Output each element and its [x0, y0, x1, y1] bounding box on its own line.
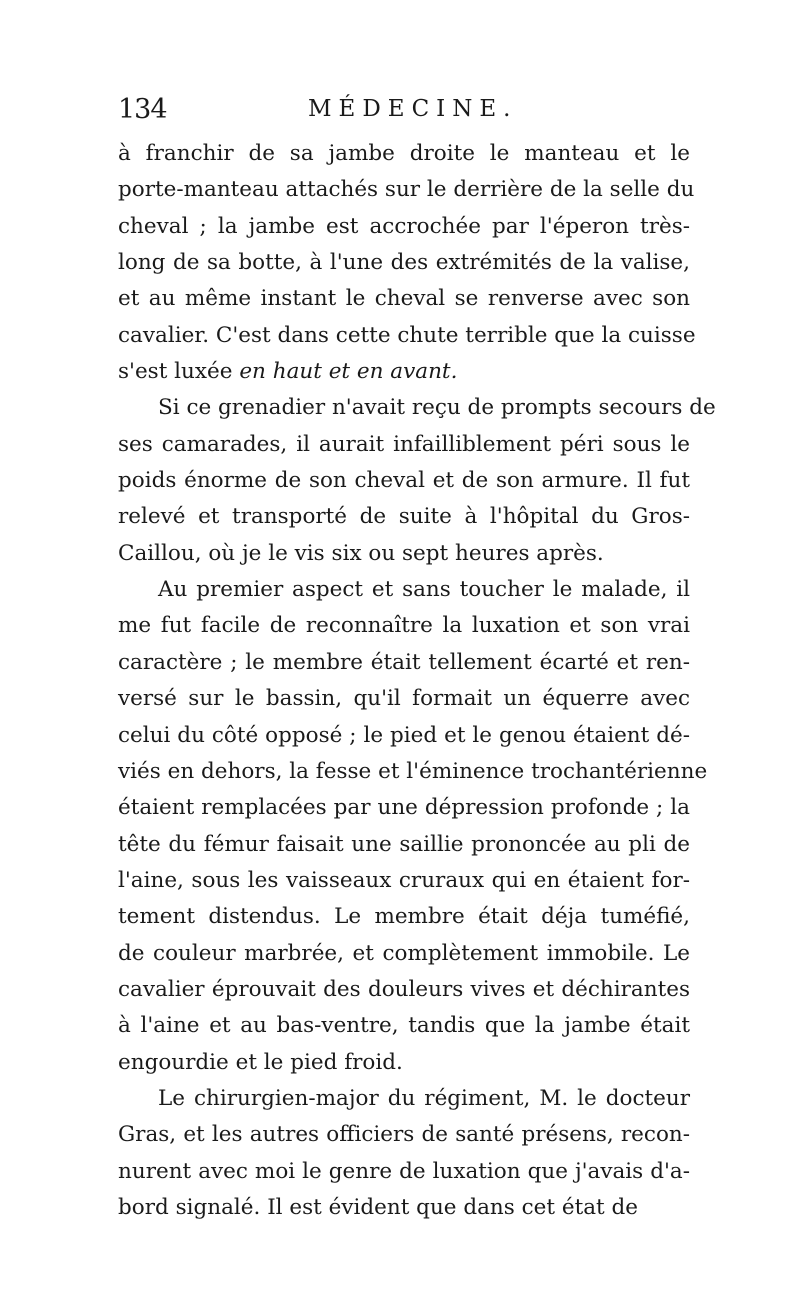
- line-text: engourdie et le pied froid.: [118, 1049, 403, 1075]
- line-text: poids énorme de son cheval et de son armure. Il fut: [118, 468, 690, 494]
- line-text: Caillou, où je le vis six ou sept heures après.: [118, 540, 604, 566]
- line-text: Au premier aspect et sans toucher le malade, il: [158, 577, 690, 603]
- text-line: [118, 536, 690, 572]
- text-line: [118, 572, 690, 608]
- line-text: étaient remplacées par une dépression profonde ; la: [118, 795, 690, 821]
- line-text: à l'aine et au bas-ventre, tandis que la jambe était: [118, 1013, 690, 1039]
- text-line: [118, 499, 690, 535]
- line-text: viés en dehors, la fesse et l'éminence trochantérienne: [118, 758, 708, 784]
- line-text: relevé et transporté de suite à l'hôpital du Gros-: [118, 504, 690, 530]
- text-line: [118, 936, 690, 972]
- text-line: [118, 827, 690, 863]
- text-line: [118, 463, 690, 499]
- line-text: cavalier éprouvait des douleurs vives et déchirantes: [118, 976, 690, 1002]
- line-text: tement distendus. Le membre était déja tuméfié,: [118, 904, 690, 930]
- text-line: [118, 136, 690, 172]
- text-line: [118, 1154, 690, 1190]
- line-text: Le chirurgien-major du régiment, M. le docteur: [158, 1085, 690, 1111]
- running-head: MÉDECINE.: [308, 96, 518, 122]
- line-text: cheval ; la jambe est accrochée par l'éperon très-: [118, 213, 690, 239]
- text-line: [118, 645, 690, 681]
- text-line: [118, 1008, 690, 1044]
- text-line: [118, 718, 690, 754]
- line-text: celui du côté opposé ; le pied et le genou étaient dé-: [118, 722, 690, 748]
- line-text: porte-manteau attachés sur le derrière de la selle du: [118, 177, 695, 203]
- body-text: [118, 136, 716, 1226]
- line-text: ses camarades, il aurait infailliblement péri sous le: [118, 431, 690, 457]
- text-line: [118, 1081, 690, 1117]
- text-line: [118, 1190, 690, 1226]
- line-text: et au même instant le cheval se renverse avec son: [118, 286, 690, 312]
- line-text: tête du fémur faisait une saillie prononcée au pli de: [118, 831, 690, 857]
- line-text: nurent avec moi le genre de luxation que j'avais d'a-: [118, 1158, 690, 1184]
- text-line: [118, 863, 690, 899]
- line-text: bord signalé. Il est évident que dans cet état de: [118, 1194, 639, 1220]
- line-text: long de sa botte, à l'une des extrémités de la valise,: [118, 250, 690, 276]
- paragraph: [118, 390, 716, 572]
- text-line: [118, 427, 690, 463]
- page-header: [118, 92, 690, 136]
- line-text: Si ce grenadier n'avait reçu de prompts secours de: [158, 395, 716, 421]
- text-line: [118, 681, 690, 717]
- italic-text: en haut et en avant.: [239, 359, 458, 385]
- text-line: [118, 1045, 690, 1081]
- line-text: me fut facile de reconnaître la luxation et son vrai: [118, 613, 690, 639]
- text-line: [118, 899, 690, 935]
- text-line: [118, 318, 696, 354]
- paragraph: [118, 572, 708, 1081]
- line-text: cavalier. C'est dans cette chute terrible que la cuisse: [118, 322, 696, 348]
- line-text: l'aine, sous les vaisseaux cruraux qui en étaient for-: [118, 867, 690, 893]
- line-text: caractère ; le membre était tellement écarté et ren-: [118, 649, 690, 675]
- line-text: à franchir de sa jambe droite le manteau et le: [118, 141, 690, 166]
- text-line: [118, 754, 708, 790]
- book-page: [118, 92, 716, 1220]
- paragraph: [118, 1081, 690, 1226]
- text-line: [118, 972, 690, 1008]
- text-line: [118, 245, 690, 281]
- line-text: de couleur marbrée, et complètement immobile. Le: [118, 940, 690, 966]
- line-text: s'est luxée: [118, 359, 240, 385]
- text-line: [118, 209, 690, 245]
- line-text: versé sur le bassin, qu'il formait un équerre avec: [118, 686, 690, 712]
- line-text: Gras, et les autres officiers de santé présens, recon-: [118, 1122, 690, 1148]
- text-line: [118, 172, 695, 208]
- text-line: [118, 1117, 690, 1153]
- text-line: [118, 790, 690, 826]
- text-line: [118, 281, 690, 317]
- text-line: [118, 390, 716, 426]
- paragraph: [118, 136, 696, 390]
- text-line: [118, 608, 690, 644]
- page-number: 134: [118, 94, 167, 125]
- text-line: [118, 354, 690, 390]
